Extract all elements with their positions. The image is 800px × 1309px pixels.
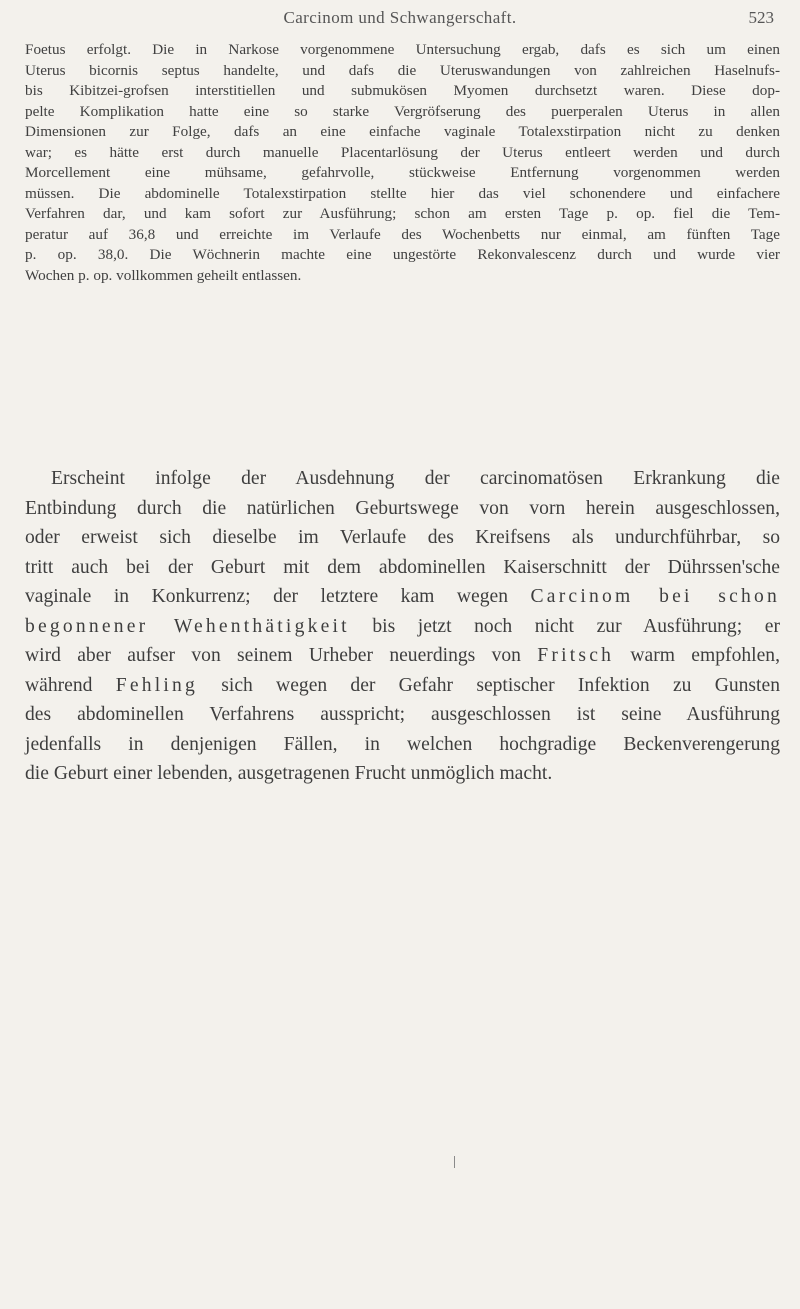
text-segment: bis jetzt noch nicht zur Ausführung; er xyxy=(372,615,780,637)
text-segment: vaginale in Konkurrenz; der letztere kam wegen xyxy=(25,586,509,607)
text-line: Wochen p. op. vollkommen geheilt entlassen. xyxy=(25,266,302,284)
text-line: oder erweist sich dieselbe im Verlaufe des Kreifsens als undurchführbar, so xyxy=(25,527,780,548)
text-line xyxy=(25,641,780,671)
body-paragraph xyxy=(25,464,780,789)
text-line: des abdominellen Verfahrens ausspricht; ausgeschlossen ist seine Ausführung xyxy=(25,704,780,725)
text-line: bis Kibitzei-grofsen interstitiellen und submukösen Myomen durchsetzt waren. Diese dop- xyxy=(25,82,780,99)
running-head xyxy=(0,4,800,34)
text-line: jedenfalls in denjenigen Fällen, in welchen hochgradige Beckenverengerung xyxy=(25,733,780,755)
text-line: Verfahren dar, und kam sofort zur Ausführung; schon am ersten Tage p. op. fiel die Tem- xyxy=(25,205,780,222)
text-line: Erscheint infolge der Ausdehnung der carcinomatösen Erkrankung die xyxy=(51,468,780,489)
author-name-fehling: Fehling xyxy=(115,674,198,696)
text-line: war; es hätte erst durch manuelle Placentarlösung der Uterus entleert werden und durch xyxy=(25,143,780,161)
text-line: peratur auf 36,8 und erreichte im Verlaufe des Wochenbetts nur einmal, am fünften Tage xyxy=(25,225,780,243)
emphasized-text: Carcinom bei schon xyxy=(530,586,781,607)
running-title: Carcinom und Schwangerschaft. xyxy=(283,8,517,27)
text-line xyxy=(25,671,780,701)
text-line: die Geburt einer lebenden, ausgetragenen Frucht unmöglich macht. xyxy=(25,763,553,784)
page-number: 523 xyxy=(748,8,774,27)
text-line: Morcellement eine mühsame, gefahrvolle, stückweise Entfernung vorgenommen werden xyxy=(25,164,780,181)
author-name-fritsch: Fritsch xyxy=(537,645,615,666)
small-print-paragraph xyxy=(25,40,780,286)
text-segment: wird aber aufser von seinem Urheber neuerdings von xyxy=(25,645,521,666)
emphasized-text: begonnener Wehenthätigkeit xyxy=(25,615,350,637)
text-line: Dimensionen zur Folge, dafs an eine einfache vaginale Totalexstirpation nicht zu denken xyxy=(25,123,780,140)
text-segment: sich wegen der Gefahr septischer Infektion zu Gunsten xyxy=(221,674,780,696)
text-line: Foetus erfolgt. Die in Narkose vorgenommene Untersuchung ergab, dafs es sich um einen xyxy=(25,41,780,58)
text-line: müssen. Die abdominelle Totalexstirpation stellte hier das viel schonendere und einfachere xyxy=(25,184,780,202)
print-mark xyxy=(454,1156,455,1168)
text-line xyxy=(25,582,780,612)
text-line: tritt auch bei der Geburt mit dem abdominellen Kaiserschnitt der Dührssen'sche xyxy=(25,556,780,578)
text-line: Entbindung durch die natürlichen Geburtswege von vorn herein ausgeschlossen, xyxy=(25,497,780,519)
text-line: Uterus bicornis septus handelte, und dafs die Uteruswandungen von zahlreichen Haselnufs- xyxy=(25,61,780,79)
text-line: pelte Komplikation hatte eine so starke Vergröfserung des puerperalen Uterus in allen xyxy=(25,102,780,120)
text-segment: während xyxy=(25,674,93,696)
text-line: p. op. 38,0. Die Wöchnerin machte eine ungestörte Rekonvalescenz durch und wurde vier xyxy=(25,246,780,263)
text-segment: warm empfohlen, xyxy=(630,645,780,666)
text-line xyxy=(25,612,780,642)
